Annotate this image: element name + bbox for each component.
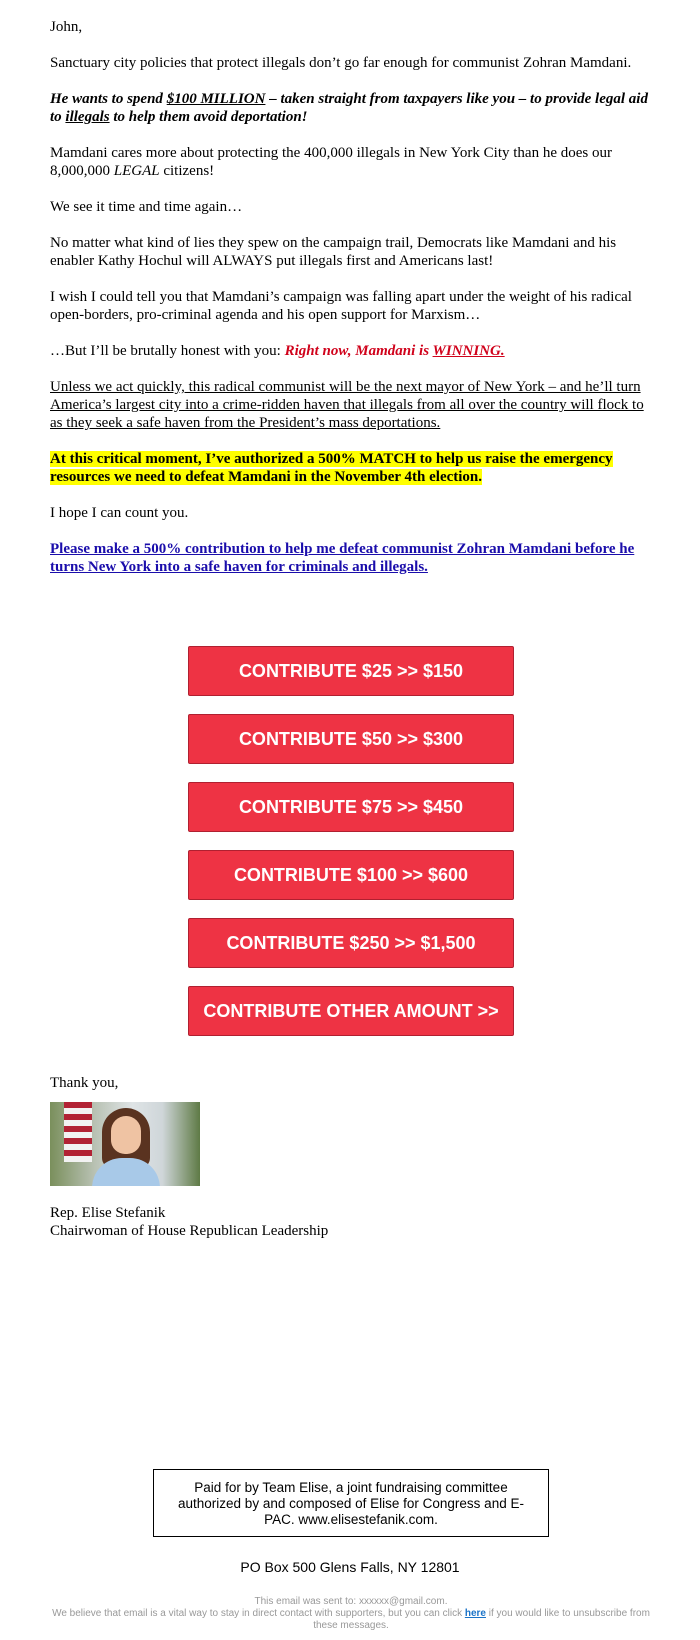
text: if you would like to unsubscribe from these messages.: [313, 1608, 650, 1631]
text: – taken straight from taxpayers like you – to provide legal aid to: [50, 91, 648, 125]
sent-to-text: This email was sent to: xxxxxx@gmail.com.: [254, 1596, 448, 1607]
signer-photo: [50, 1102, 200, 1186]
unsubscribe-text: [48, 1608, 654, 1632]
contribution-link[interactable]: Please make a 500% contribution to help me defeat communist Zohran Mamdani before he turns New York into a safe haven for criminals and illegals.: [50, 541, 635, 575]
paid-for-disclaimer: Paid for by Team Elise, a joint fundraising committee authorized by and composed of Elise for Congress and E-PAC. www.elisestefanik.com.: [153, 1469, 549, 1537]
unsubscribe-link[interactable]: here: [464, 1608, 486, 1619]
winning-lead: Right now, Mamdani is: [284, 343, 433, 359]
signer-title: Chairwoman of House Republican Leadership: [50, 1223, 329, 1239]
cta-paragraph: [50, 540, 655, 576]
email-body: [50, 18, 655, 594]
contribute-100-button[interactable]: CONTRIBUTE $100 >> $600: [188, 850, 514, 900]
text: …But I’ll be brutally honest with you:: [50, 343, 285, 359]
paragraph-again: We see it time and time again…: [50, 199, 243, 215]
text: We believe that email is a vital way to stay in direct contact with supporters, but you can click: [52, 1608, 465, 1619]
signer-name: Rep. Elise Stefanik: [50, 1205, 166, 1221]
paragraph-warning: Unless we act quickly, this radical communist will be the next mayor of New York – and he’ll turn America’s largest city into a crime-ridden haven that illegals from all over the country will flock to as they seek a safe haven from the President’s mass deportations.: [50, 379, 644, 431]
text: He wants to spend: [50, 91, 167, 107]
text: to help them avoid deportation!: [109, 109, 308, 125]
paragraph-honest: [50, 342, 655, 360]
legal-text: LEGAL: [113, 163, 160, 179]
flag-shape: [64, 1102, 92, 1162]
contribute-50-button[interactable]: CONTRIBUTE $50 >> $300: [188, 714, 514, 764]
contribute-other-button[interactable]: CONTRIBUTE OTHER AMOUNT >>: [188, 986, 514, 1036]
contribute-75-button[interactable]: CONTRIBUTE $75 >> $450: [188, 782, 514, 832]
paragraph-count: I hope I can count you.: [50, 505, 189, 521]
paragraph-sanctuary: Sanctuary city policies that protect illegals don’t go far enough for communist Zohran Mamdani.: [50, 55, 632, 71]
contribute-250-button[interactable]: CONTRIBUTE $250 >> $1,500: [188, 918, 514, 968]
signoff: Thank you,: [50, 1075, 119, 1091]
greeting: John,: [50, 19, 83, 35]
highlighted-match-text: At this critical moment, I’ve authorized a 500% MATCH to help us raise the emergency resources we need to defeat Mamdani in the November 4th election.: [50, 451, 613, 485]
paragraph-match: [50, 450, 655, 486]
amount-text: $100 MILLION: [166, 91, 266, 107]
mailing-address: PO Box 500 Glens Falls, NY 12801: [240, 1559, 460, 1575]
illegals-text: illegals: [65, 109, 110, 125]
paragraph-lies: No matter what kind of lies they spew on the campaign trail, Democrats like Mamdani and his enabler Kathy Hochul will ALWAYS put illegals first and Americans last!: [50, 235, 617, 269]
face-shape: [111, 1116, 141, 1154]
contribute-25-button[interactable]: CONTRIBUTE $25 >> $150: [188, 646, 514, 696]
winning-text: WINNING.: [432, 343, 505, 359]
text: Mamdani cares more about protecting the 400,000 illegals in New York City than he does our 8,000,000: [50, 145, 612, 179]
fine-print: [48, 1596, 654, 1632]
paragraph-citizens: [50, 144, 655, 180]
text: citizens!: [159, 163, 215, 179]
contribution-buttons: [188, 646, 514, 1054]
paragraph-wish: I wish I could tell you that Mamdani’s campaign was falling apart under the weight of his radical open-borders, pro-criminal agenda and his open support for Marxism…: [50, 289, 632, 323]
paragraph-legal-aid: [50, 90, 655, 126]
signature-block: [50, 1074, 550, 1240]
